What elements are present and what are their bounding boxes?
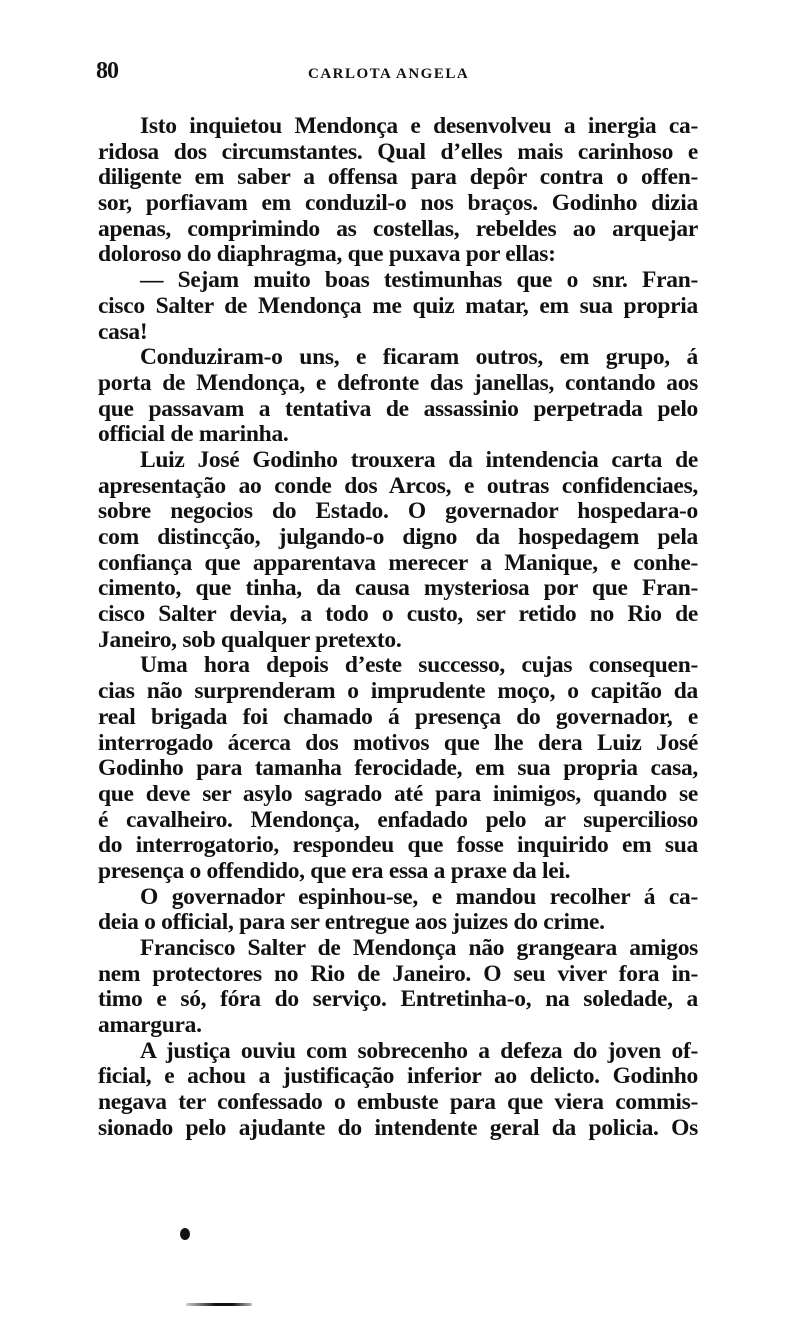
text-line: ridosa dos circumstantes. Qual d’elles mais carinhoso e (98, 139, 698, 165)
text-line: cias não surprenderam o imprudente moço, o capitão da (98, 679, 698, 705)
text-line: é cavalheiro. Mendonça, enfadado pelo ar supercilioso (98, 807, 698, 833)
ink-speck (180, 1228, 190, 1240)
text-line: cimento, que tinha, da causa mysteriosa por que Fran- (98, 576, 698, 602)
text-line: deia o official, para ser entregue aos juizes do crime. (98, 910, 605, 936)
text-line: confiança que apparentava merecer a Manique, e conhe- (98, 550, 698, 576)
text-line: presença o offendido, que era essa a praxe da lei. (98, 858, 571, 884)
text-line: Isto inquietou Mendonça e desenvolveu a inergia ca- (140, 114, 698, 139)
text-line: diligente em saber a offensa para depôr contra o offen- (98, 165, 698, 191)
ink-dash-mark (186, 1303, 252, 1306)
body-text (98, 114, 698, 1142)
text-line: ficial, e achou a justificação inferior ao delicto. Godinho (98, 1064, 698, 1090)
text-line: cisco Salter devia, a todo o custo, ser retido no Rio de (98, 602, 698, 628)
text-line: Francisco Salter de Mendonça não grangeara amigos (140, 936, 698, 961)
text-line: interrogado ácerca dos motivos que lhe dera Luiz José (98, 730, 698, 756)
text-line: negava ter confessado o embuste para que viera commis- (98, 1090, 698, 1116)
text-line: porta de Mendonça, e defronte das janellas, contando aos (98, 370, 698, 396)
text-line: cisco Salter de Mendonça me quiz matar, em sua propria (98, 293, 698, 319)
text-line: timo e só, fóra do serviço. Entretinha-o, na soledade, a (98, 987, 698, 1013)
text-line: que deve ser asylo sagrado até para inimigos, quando se (98, 781, 698, 807)
text-line: sobre negocios do Estado. O governador hospedara-o (98, 499, 698, 525)
running-title: CARLOTA ANGELA (308, 66, 470, 82)
text-line: Luiz José Godinho trouxera da intendencia carta de (140, 447, 698, 473)
text-line: apenas, comprimindo as costellas, rebeldes ao arquejar (98, 216, 698, 242)
text-line: do interrogatorio, respondeu que fosse inquirido em sua (98, 833, 698, 859)
text-line: com distincção, julgando-o digno da hospedagem pela (98, 525, 698, 550)
text-line: sor, porfiavam em conduzil-o nos braços. Godinho dizia (98, 191, 698, 217)
text-line: A justiça ouviu com sobrecenho a defeza do joven of- (140, 1038, 698, 1064)
text-line: Uma hora depois d’este successo, cujas consequen- (140, 653, 698, 679)
text-line: real brigada foi chamado á presença do governador, e (98, 704, 698, 730)
text-line: apresentação ao conde dos Arcos, e outras confidenciaes, (98, 473, 698, 499)
text-line: Janeiro, sob qualquer pretexto. (98, 627, 402, 653)
text-line: doloroso do diaphragma, que puxava por ellas: (98, 242, 556, 268)
text-line: O governador espinhou-se, e mandou recolher á ca- (140, 884, 698, 910)
text-line: casa! (98, 319, 148, 345)
text-line: sionado pelo ajudante do intendente geral da policia. Os (98, 1115, 698, 1141)
text-line: official de marinha. (98, 422, 289, 448)
text-line: Conduziram-o uns, e ficaram outros, em grupo, á (140, 345, 698, 371)
text-line: — Sejam muito boas testimunhas que o snr. Fran- (140, 268, 698, 294)
text-line: nem protectores no Rio de Janeiro. O seu viver fora in- (98, 961, 698, 987)
text-line: Godinho para tamanha ferocidade, em sua propria casa, (98, 756, 698, 782)
text-line: que passavam a tentativa de assassinio perpetrada pelo (98, 396, 698, 422)
text-line: amargura. (98, 1013, 202, 1039)
page-number: 80 (96, 58, 118, 84)
page-header (96, 58, 700, 88)
